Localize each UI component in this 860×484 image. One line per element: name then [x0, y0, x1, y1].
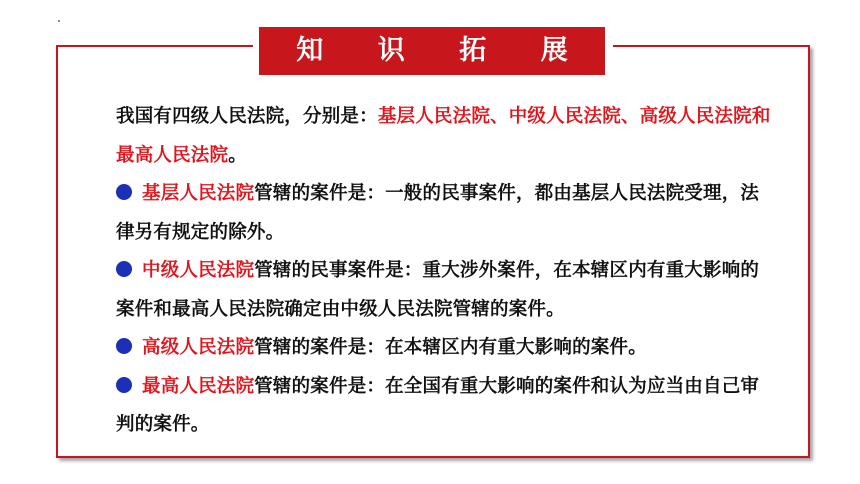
bullet-icon: [116, 184, 132, 200]
title-box: [259, 27, 605, 75]
title-char: 拓: [459, 35, 487, 66]
stray-dot: [58, 20, 60, 22]
court-name: 高级人民法院: [142, 337, 255, 358]
court-name: 中级人民法院: [142, 260, 255, 281]
court-name: 基层人民法院: [142, 183, 255, 204]
bullet-paragraph: [76, 252, 776, 329]
title-char: 识: [377, 35, 405, 66]
intro-highlight: 基层人民法院、中级人民法院、高级人民法院和最高人民法院: [116, 106, 771, 166]
bullet-icon: [116, 377, 132, 393]
body-text: [76, 98, 776, 445]
court-description: 管辖的案件是：在全国有重大影响的案件和认为应当由自己审判的案件。: [116, 375, 760, 435]
intro-paragraph: [76, 98, 776, 175]
court-description: 管辖的案件是：一般的民事案件，都由基层人民法院受理，法律另有规定的除外。: [116, 183, 760, 243]
title-char: 知: [296, 35, 324, 66]
bullet-icon: [116, 338, 132, 354]
bullet-paragraph: [76, 329, 776, 368]
bullet-paragraph: [76, 368, 776, 445]
bullet-paragraph: [76, 175, 776, 252]
intro-prefix: 我国有四级人民法院，分别是：: [116, 106, 378, 127]
intro-suffix: 。: [228, 144, 247, 166]
title-char: 展: [540, 35, 568, 66]
court-description: 管辖的民事案件是：重大涉外案件，在本辖区内有重大影响的案件和最高人民法院确定由中级人民法院管辖的案件。: [116, 260, 760, 320]
court-description: 管辖的案件是：在本辖区内有重大影响的案件。: [254, 337, 647, 358]
court-name: 最高人民法院: [142, 375, 255, 397]
bullet-icon: [116, 261, 132, 277]
title-banner: [253, 27, 613, 75]
